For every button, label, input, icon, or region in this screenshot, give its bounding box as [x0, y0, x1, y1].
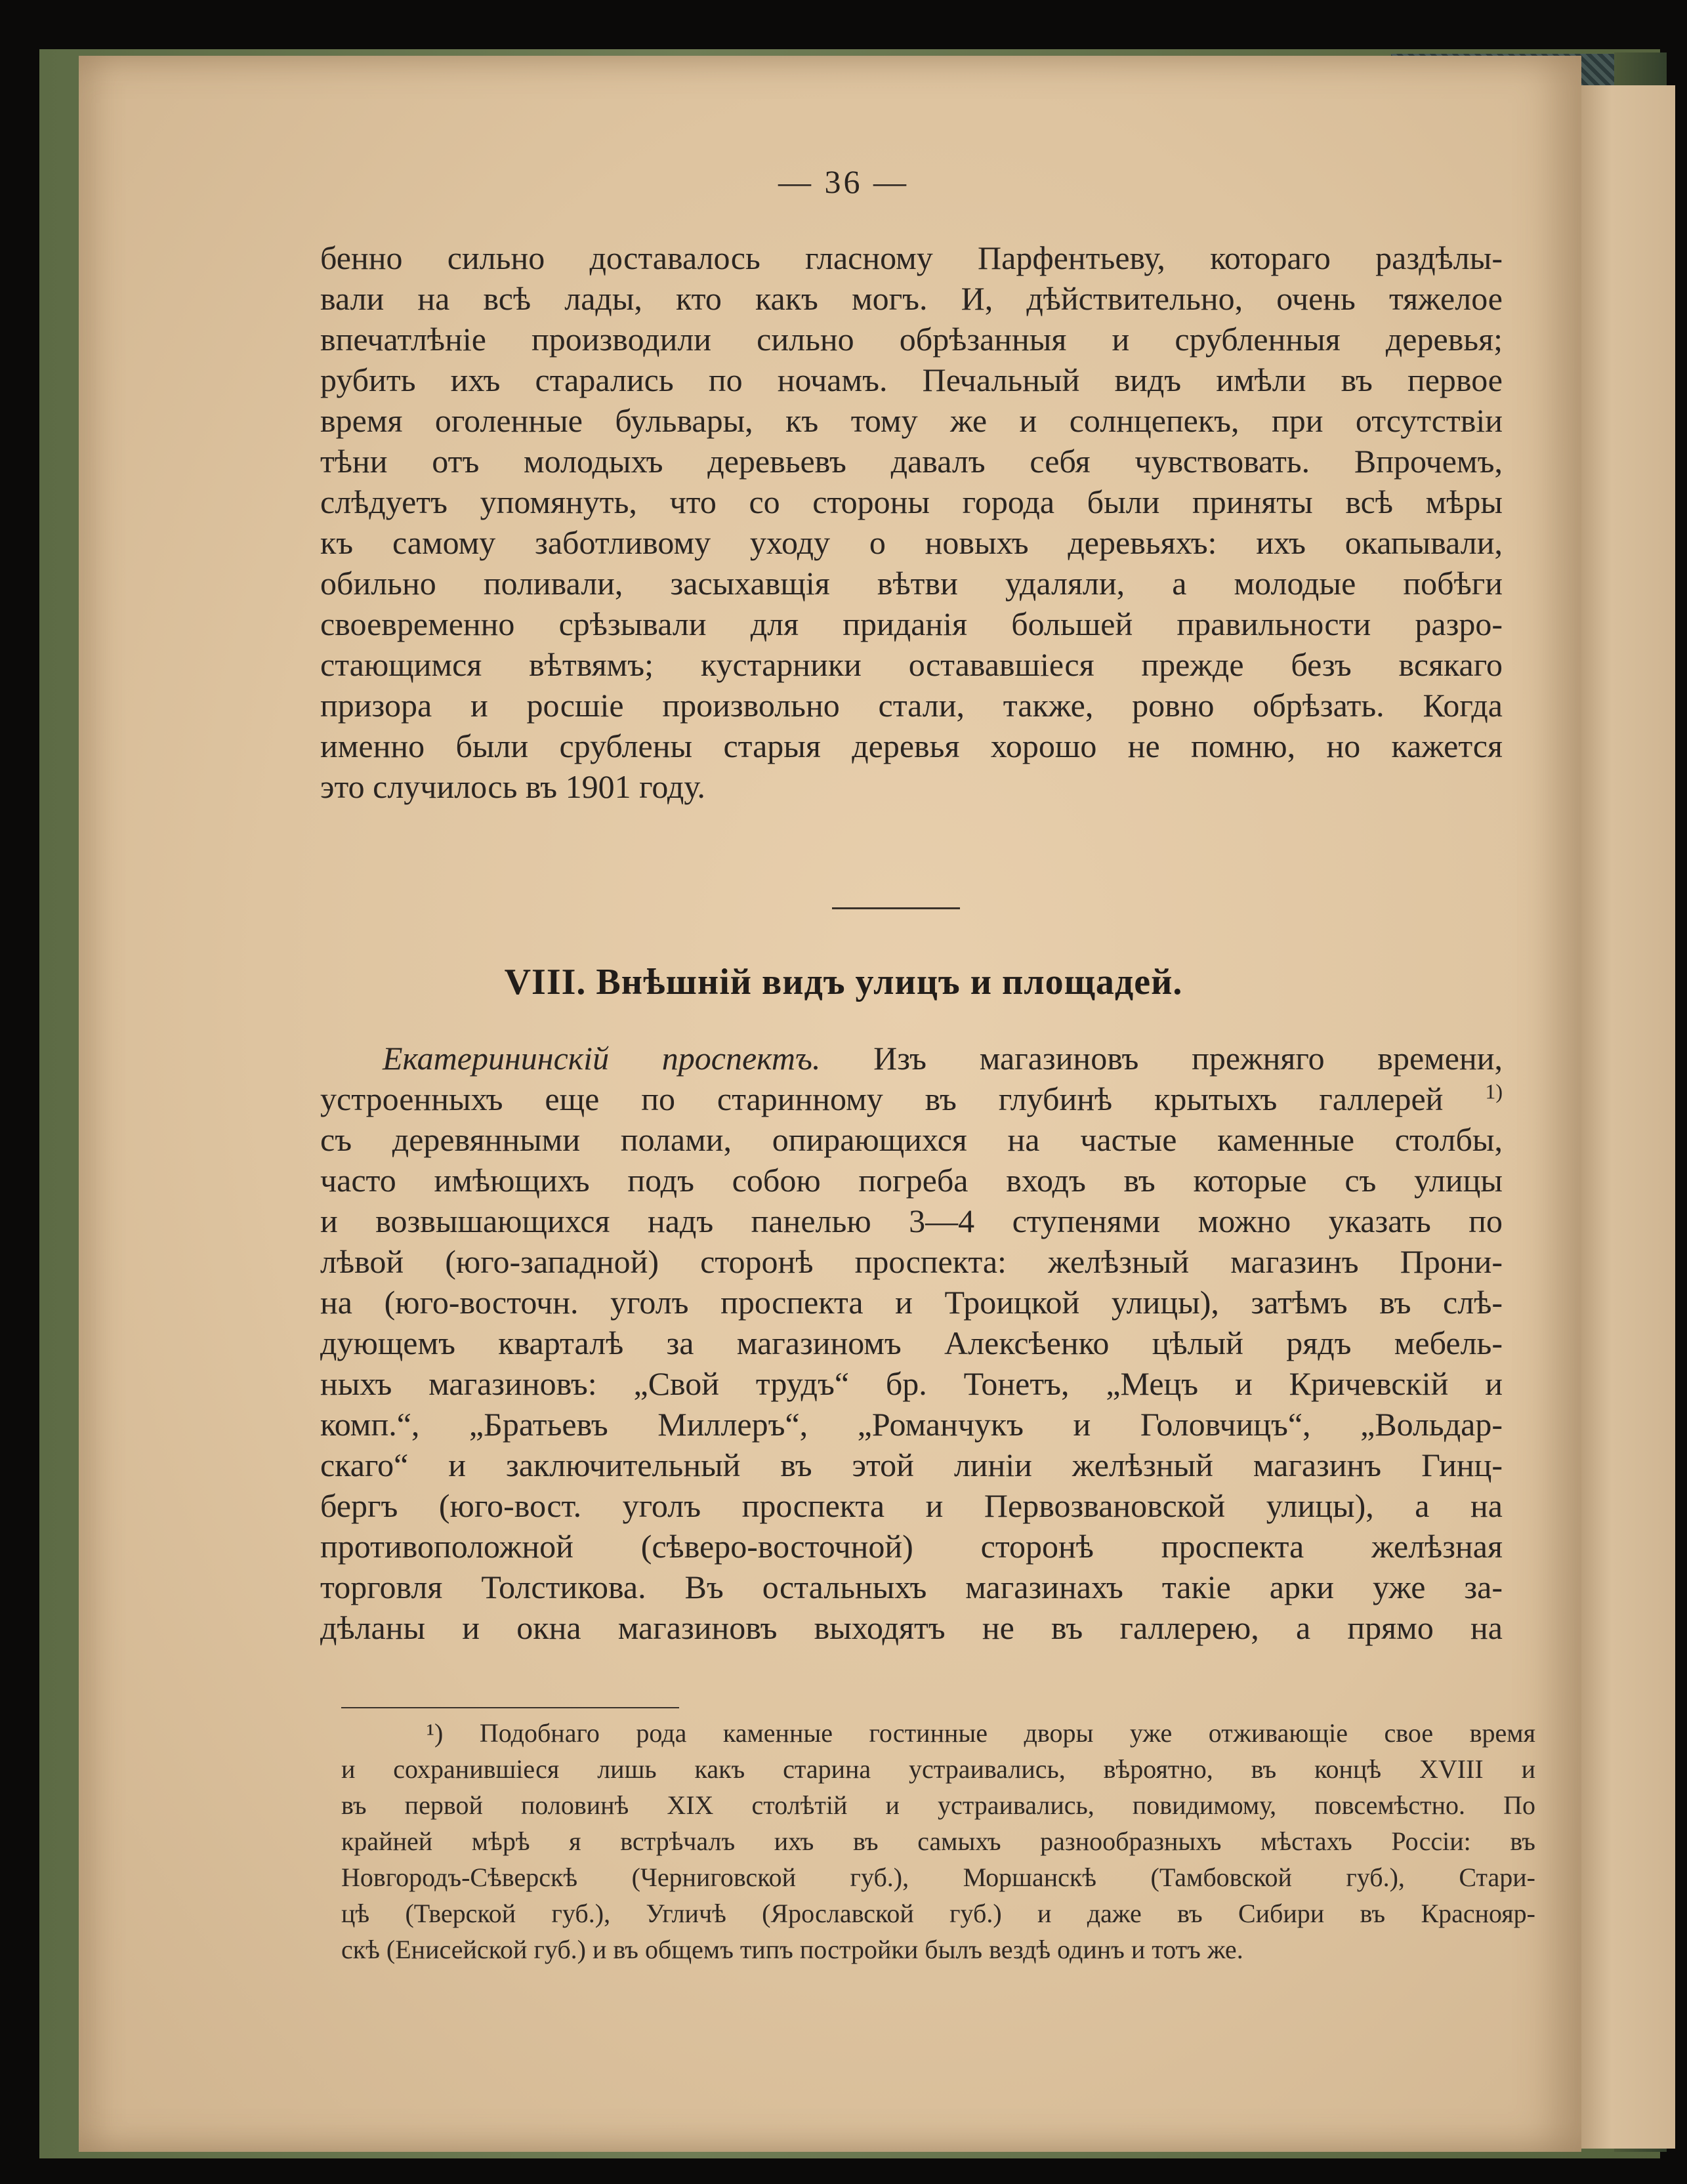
text-line: стающимся вѣтвямъ; кустарники остававшіеся прежде безъ всякаго — [320, 646, 1503, 683]
text-line: къ самому заботливому уходу о новыхъ деревьяхъ: ихъ окапывали, — [320, 524, 1503, 561]
text-line: обильно поливали, засыхавщія вѣтви удаляли, а молодые побѣги — [320, 565, 1503, 602]
footnote-line: цѣ (Тверской губ.), Угличѣ (Ярославской губ.) и даже въ Сибири въ Краснояр- — [341, 1899, 1535, 1928]
text-line: дующемъ кварталѣ за магазиномъ Алексѣенко цѣлый рядъ мебель- — [320, 1325, 1503, 1361]
text-line: съ деревянными полами, опирающихся на частые каменные столбы, — [320, 1121, 1503, 1158]
footnote-rule — [341, 1707, 679, 1708]
text-line: скаго“ и заключительный въ этой линіи желѣзный магазинъ Гинц- — [320, 1447, 1503, 1483]
text-line: лѣвой (юго-западной) сторонѣ проспекта: желѣзный магазинъ Прони- — [320, 1243, 1503, 1280]
text-line-rest: Изъ магазиновъ прежняго времени, — [820, 1040, 1503, 1077]
footnote — [341, 1715, 1535, 1968]
italic-lead: Екатерининскій проспектъ. — [383, 1040, 821, 1077]
text-line: устроенныхъ еще по старинному въ глубинѣ крытыхъ галлерей — [320, 1081, 1444, 1117]
text-line: тѣни отъ молодыхъ деревьевъ давалъ себя чувствовать. Впрочемъ, — [320, 443, 1503, 480]
text-line: призора и росшіе произвольно стали, также, ровно обрѣзать. Когда — [320, 687, 1503, 724]
text-line-first — [320, 1038, 1503, 1079]
text-line: торговля Толстикова. Въ остальныхъ магазинахъ такіе арки уже за- — [320, 1569, 1503, 1605]
footnote-line: и сохранившіеся лишь какъ старина устраивались, вѣроятно, въ концѣ XVIII и — [341, 1754, 1535, 1784]
next-page-edge — [1575, 85, 1675, 2149]
text-line: бергъ (юго-вост. уголъ проспекта и Первозвановской улицы), а на — [320, 1487, 1503, 1524]
footnote-line: въ первой половинѣ XIX столѣтій и устраивались, повидимому, повсемѣстно. По — [341, 1790, 1535, 1820]
page-number: — 36 — — [778, 163, 909, 200]
footnote-line: Новгородъ-Сѣверскѣ (Черниговской губ.), Моршанскѣ (Тамбовской губ.), Стари- — [341, 1863, 1535, 1892]
text-line: впечатлѣніе производили сильно обрѣзанныя и срубленныя деревья; — [320, 321, 1503, 358]
footnote-line: скѣ (Енисейской губ.) и въ общемъ типъ постройки былъ вездѣ одинъ и тотъ же. — [341, 1935, 1243, 1964]
text-line: на (юго-восточн. уголъ проспекта и Троицкой улицы), затѣмъ въ слѣ- — [320, 1284, 1503, 1321]
text-line: противоположной (сѣверо-восточной) сторонѣ проспекта желѣзная — [320, 1528, 1503, 1565]
text-line: время оголенные бульвары, къ тому же и солнцепекъ, при отсутствіи — [320, 402, 1503, 439]
text-line-with-footnote — [320, 1079, 1503, 1119]
footnote-mark: 1) — [1485, 1079, 1503, 1103]
text-line: именно были срублены старыя деревья хорошо не помню, но кажется — [320, 728, 1503, 764]
text-line: рубить ихъ старались по ночамъ. Печальный видъ имѣли въ первое — [320, 361, 1503, 398]
footnote-line: крайней мѣрѣ я встрѣчалъ ихъ въ самыхъ разнообразныхъ мѣстахъ Россіи: въ — [341, 1826, 1535, 1856]
paragraph-bulvary — [320, 237, 1503, 807]
section-heading: VIII. Внѣшній видъ улицъ и площадей. — [504, 962, 1183, 1002]
text-line: ныхъ магазиновъ: „Свой трудъ“ бр. Тонетъ, „Мецъ и Кричевскій и — [320, 1365, 1503, 1402]
text-line: бенно сильно доставалось гласному Парфентьеву, котораго раздѣлы- — [320, 239, 1503, 276]
text-line: вали на всѣ лады, кто какъ могъ. И, дѣйствительно, очень тяжелое — [320, 280, 1503, 317]
paragraph-ekaterininsky — [320, 1038, 1503, 1648]
text-line: дѣланы и окна магазиновъ выходятъ не въ галлерею, а прямо на — [320, 1609, 1503, 1646]
text-line: слѣдуетъ упомянуть, что со стороны города были приняты всѣ мѣры — [320, 484, 1503, 520]
text-line: это случилось въ 1901 году. — [320, 768, 705, 805]
text-line: комп.“, „Братьевъ Миллеръ“, „Романчукъ и Головчицъ“, „Вольдар- — [320, 1406, 1503, 1443]
section-separator — [832, 907, 960, 909]
text-line: часто имѣющихъ подъ собою погреба входъ въ которые съ улицы — [320, 1162, 1503, 1199]
text-line: своевременно срѣзывали для приданія большей правильности разро- — [320, 606, 1503, 642]
text-line: и возвышающихся надъ панелью 3—4 ступенями можно указать по — [320, 1203, 1503, 1239]
footnote-line: ¹) Подобнаго рода каменные гостинные дворы уже отживающіе свое время — [427, 1718, 1535, 1748]
